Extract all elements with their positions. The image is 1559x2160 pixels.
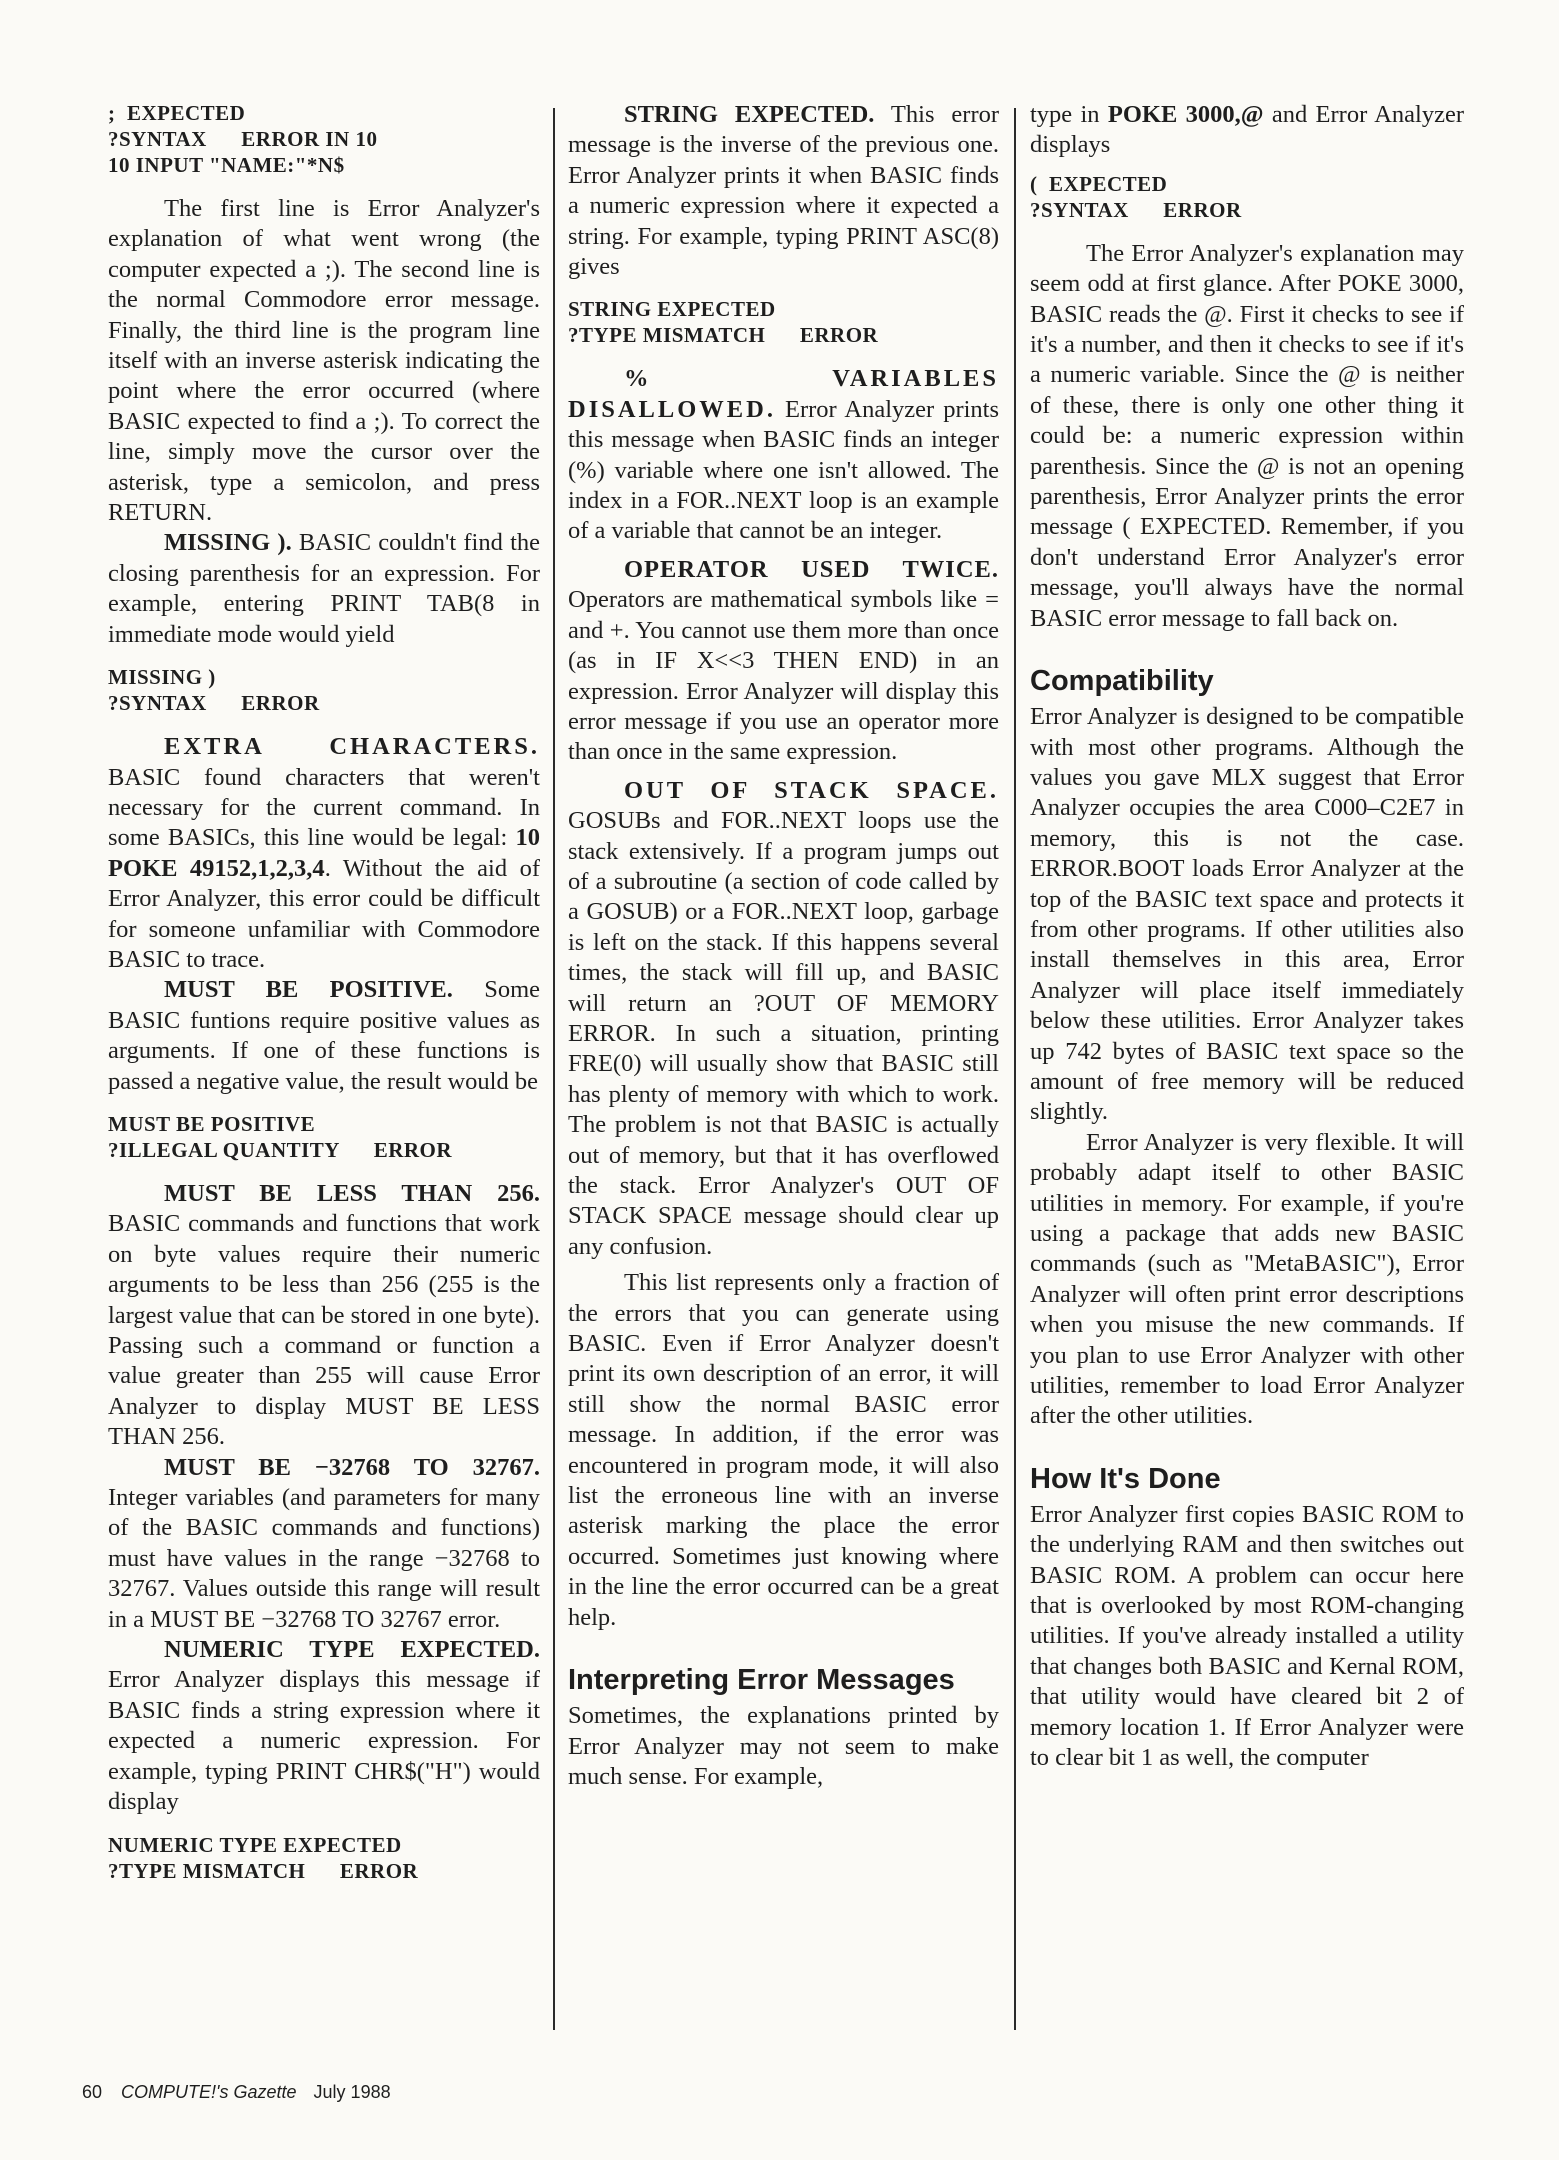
paragraph <box>568 776 999 1263</box>
paragraph-text: Operators are mathematical symbols like = and +. You cannot use them more than once (as in IF X<<3 THEN END) in an expression. Error Analyzer will display this error message if you use an operator more than once in the same expression. <box>568 586 999 766</box>
paragraph: Error Analyzer is very flexible. It will probably adapt itself to other BASIC utilities in memory. For example, if you're using a package that adds new BASIC commands (such as "MetaBASIC"), Error Analyzer will often print error descriptions when you misuse the new commands. If you plan to use Error Analyzer with other utilities, remember to load Error Analyzer after the other utilities. <box>1030 1128 1464 1430</box>
code-listing <box>108 1832 540 1884</box>
code-line: ?ILLEGAL QUANTITY ERROR <box>108 1137 453 1162</box>
page-number: 60 <box>82 2082 103 2102</box>
code-line: ?SYNTAX ERROR IN 10 <box>108 127 378 151</box>
code-line: NUMERIC TYPE EXPECTED <box>108 1832 402 1857</box>
code-line: STRING EXPECTED <box>568 297 776 322</box>
paragraph: The first line is Error Analyzer's explanation of what went wrong (the computer expected a ;). The second line is the normal Commodore error message. Finally, the third line is the program line itself with an inverse asterisk indicating the point where the error occurred (where BASIC expected to find a ;). To correct the line, simply move the cursor over the asterisk, type a semicolon, and press RETURN. <box>108 195 540 527</box>
paragraph <box>1030 100 1464 161</box>
issue-date: July 1988 <box>313 2082 391 2102</box>
code-listing <box>108 664 540 716</box>
paragraph-text: Error Analyzer displays this message if BASIC finds a string expression where it expected a numeric expression. For example, typing PRINT CHR$("H") would display <box>108 1666 540 1816</box>
code-listing <box>108 1111 540 1163</box>
column-1 <box>108 100 540 2075</box>
page-footer <box>82 2082 391 2103</box>
paragraph-text: and Error Analyzer displays <box>1030 101 1464 159</box>
paragraph: The Error Analyzer's explanation may seem odd at first glance. After POKE 3000, BASIC reads the @. First it checks to see if it's a number, and then it checks to see if it's a numeric variable. Since the @ is neither of these, there is only one other thing it could be: a numeric expression within parenthesis. Since the @ is not an opening parenthesis, Error Analyzer prints the error message ( EXPECTED. Remember, if you don't understand Error Analyzer's error message, you'll always have the normal BASIC error message to fall back on. <box>1030 239 1464 632</box>
magazine-name: COMPUTE!'s Gazette <box>121 2082 297 2102</box>
code-line: ( EXPECTED <box>1030 171 1168 196</box>
error-keyword: MISSING ). <box>164 529 292 557</box>
column-divider <box>553 108 555 2030</box>
code-line: MUST BE POSITIVE <box>108 1111 316 1136</box>
paragraph <box>108 1635 540 1817</box>
paragraph: This list represents only a fraction of the errors that you can generate using BASIC. Even if Error Analyzer doesn't print its own description of an error, it will still show the normal BASIC error message. In addition, if the error was encountered in program mode, it will also list the erroneous line with an inverse asterisk marking the place the error occurred. Sometimes just knowing where in the line the error occurred can be a great help. <box>568 1269 999 1631</box>
paragraph <box>108 732 540 975</box>
inline-code: 10 POKE 49152,1,2,3,4 <box>108 824 540 882</box>
code-listing <box>568 296 999 348</box>
code-line: ?SYNTAX ERROR <box>108 691 320 716</box>
code-listing <box>108 100 540 178</box>
error-keyword: MUST BE −32768 TO 32767. <box>164 1453 540 1481</box>
code-line: ?TYPE MISMATCH ERROR <box>108 1858 419 1883</box>
column-2 <box>568 100 999 2075</box>
paragraph-text: BASIC couldn't find the closing parenthesis for an expression. For example, entering PRINT TAB(8 in immediate mode would yield <box>108 529 540 648</box>
paragraph-text: GOSUBs and FOR..NEXT loops use the stack extensively. If a program jumps out of a subroutine (a section of code called by a GOSUB) or a FOR..NEXT loop, garbage is left on the stack. If this happens several times, the stack will fill up, and BASIC will return an ?OUT OF MEMORY ERROR. In such a situation, printing FRE(0) will usually show that BASIC still has plenty of memory with which to work. The problem is not that BASIC is actually out of memory, but that it has overflowed the stack. Error Analyzer's OUT OF STACK SPACE message should clear up any confusion. <box>568 807 999 1260</box>
section-heading: How It's Done <box>1030 1462 1221 1495</box>
paragraph-text: Error Analyzer prints this message when BASIC finds an integer (%) variable where one isn't allowed. The index in a FOR..NEXT loop is an example of a variable that cannot be an integer. <box>568 395 999 545</box>
code-line: ?TYPE MISMATCH ERROR <box>568 323 879 348</box>
error-keyword: MUST BE POSITIVE. <box>164 976 453 1004</box>
paragraph: Error Analyzer is designed to be compatible with most other programs. Although the values you gave MLX suggest that Error Analyzer occupies the area C000–C2E7 in memory, this is not the case. ERROR.BOOT loads Error Analyzer at the top of the BASIC text space and protects it from other programs. If other utilities also install themselves in this area, Error Analyzer will place itself immediately below these utilities. Error Analyzer takes up 742 bytes of BASIC text space so the amount of free memory will be reduced slightly. <box>1030 703 1464 1126</box>
paragraph <box>108 1179 540 1453</box>
error-keyword: EXTRA CHARACTERS. <box>164 733 540 761</box>
paragraph: Sometimes, the explanations printed by Error Analyzer may not seem to make much sense. For example, <box>568 1702 999 1790</box>
column-divider <box>1014 108 1016 2030</box>
paragraph <box>568 364 999 546</box>
paragraph <box>108 975 540 1097</box>
code-line: ; EXPECTED <box>108 101 246 125</box>
paragraph <box>108 528 540 650</box>
error-keyword: STRING EXPECTED. <box>624 101 875 128</box>
code-line: 10 INPUT "NAME:"*N$ <box>108 153 345 177</box>
error-keyword: % VARIABLES DISALLOWED. <box>568 365 999 423</box>
paragraph-text: Integer variables (and parameters for many of the BASIC commands and functions) must have values in the range −32768 to 32767. Values outside this range will result in a MUST BE −32768 TO 32767 error. <box>108 1484 540 1633</box>
column-3 <box>1030 100 1464 2075</box>
error-keyword: MUST BE LESS THAN 256. <box>164 1179 540 1207</box>
code-listing <box>1030 171 1464 223</box>
paragraph-text: BASIC commands and functions that work on byte values require their numeric arguments to be less than 256 (255 is the largest value that can be stored in one byte). Passing such a command or function a value greater than 255 will cause Error Analyzer to display MUST BE LESS THAN 256. <box>108 1210 540 1451</box>
section-heading: Compatibility <box>1030 665 1214 698</box>
paragraph <box>568 100 999 282</box>
code-line: ?SYNTAX ERROR <box>1030 197 1242 222</box>
inline-code: POKE 3000,@ <box>1107 101 1264 128</box>
section-heading: Interpreting Error Messages <box>568 1664 955 1697</box>
code-line: MISSING ) <box>108 665 216 690</box>
paragraph <box>568 555 999 768</box>
paragraph-text: . Without the aid of Error Analyzer, this error could be difficult for someone unfamiliar with Commodore BASIC to trace. <box>108 854 540 973</box>
paragraph-text: BASIC found characters that weren't necessary for the current command. In some BASICs, this line would be legal: <box>108 763 540 852</box>
error-keyword: NUMERIC TYPE EXPECTED. <box>164 1636 540 1664</box>
error-keyword: OUT OF STACK SPACE. <box>624 776 999 804</box>
paragraph-text: This error message is the inverse of the previous one. Error Analyzer prints it when BASIC finds a numeric expression where it expected a string. For example, typing PRINT ASC(8) gives <box>568 101 999 281</box>
paragraph-text: type in <box>1030 101 1108 128</box>
paragraph <box>108 1453 540 1635</box>
error-keyword: OPERATOR USED TWICE. <box>624 555 999 583</box>
paragraph: Error Analyzer first copies BASIC ROM to the underlying RAM and then switches out BASIC ROM. A problem can occur here that is overlooked by most ROM-changing utilities. If you've already installed a utility that changes both BASIC and Kernal ROM, that utility would have cleared bit 2 of memory location 1. If Error Analyzer were to clear bit 1 as well, the computer <box>1030 1500 1464 1772</box>
paragraph-text: Some BASIC funtions require positive values as arguments. If one of these functions is passed a negative value, the result would be <box>108 976 540 1095</box>
